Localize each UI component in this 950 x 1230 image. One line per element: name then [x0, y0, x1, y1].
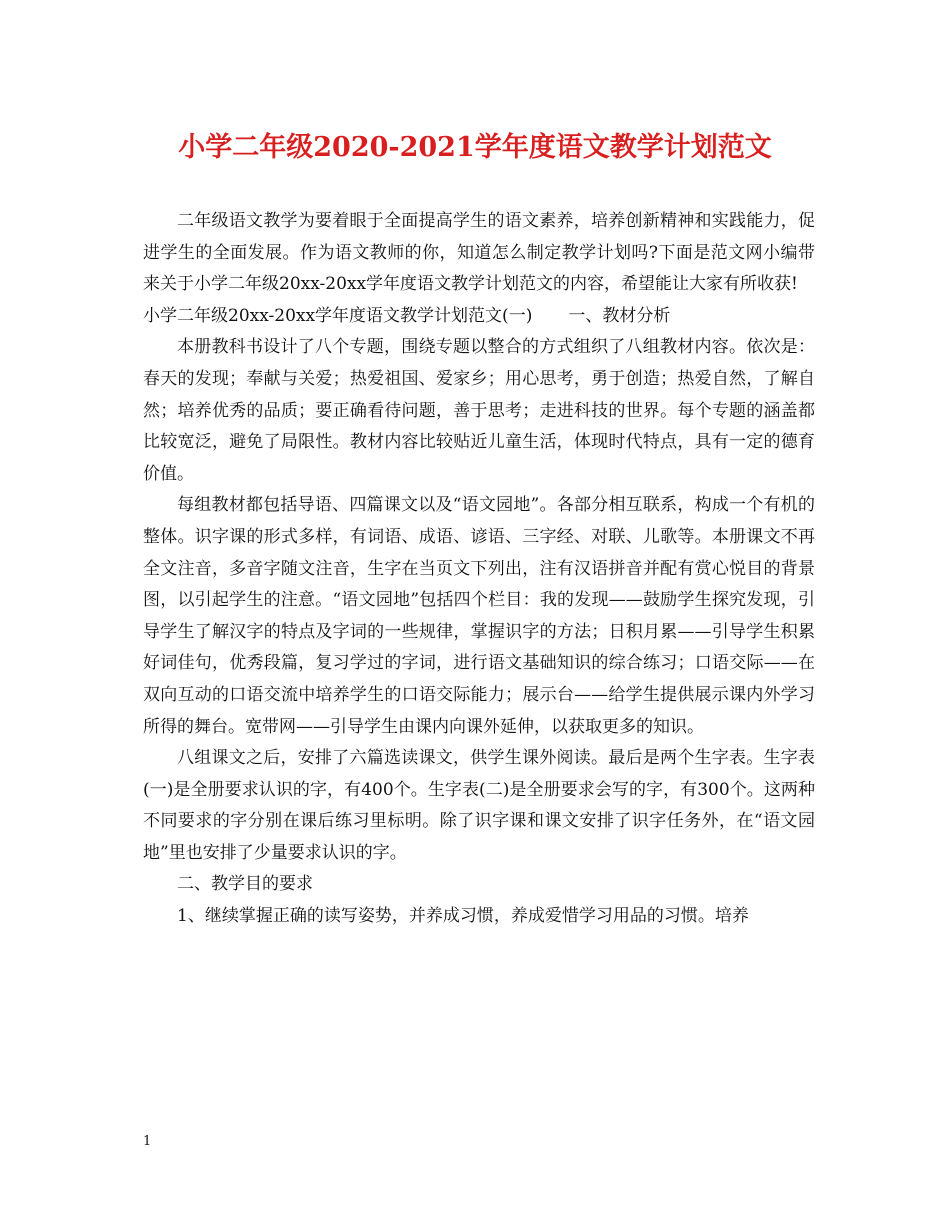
subtitle-line [143, 301, 815, 333]
section-heading-teaching-goals: 二、教学目的要求 [177, 874, 313, 895]
document-body [143, 206, 815, 933]
paragraph-topics: 本册教科书设计了八个专题，围绕专题以整合的方式组织了八组教材内容。依次是：春天的发现；奉献与关爱；热爱祖国、爱家乡；用心思考，勇于创造；热爱自然，了解自然；培养优秀的品质；要正确看待问题，善于思考；走进科技的世界。每个专题的涵盖都比较宽泛，避免了局限性。教材内容比较贴近儿童生活，体现时代特点，具有一定的德育价值。 [143, 337, 815, 484]
intro-paragraph: 二年级语文教学为要着眼于全面提高学生的语文素养，培养创新精神和实践能力，促进学生的全面发展。作为语文教师的你，知道怎么制定教学计划吗?下面是范文网小编带来关于小学二年级20xx-20xx学年度语文教学计划范文的内容，希望能让大家有所收获! [143, 211, 815, 295]
page-number: 1 [143, 1134, 152, 1149]
section-heading-textbook-analysis: 一、教材分析 [568, 305, 671, 326]
paragraph-goal-1: 1、继续掌握正确的读写姿势，并养成习惯，养成爱惜学习用品的习惯。培养 [177, 906, 749, 927]
document-title: 小学二年级2020-2021学年度语文教学计划范文 [178, 132, 772, 163]
plan-subtitle: 小学二年级20xx-20xx学年度语文教学计划范文(一) [143, 305, 533, 326]
paragraph-character-tables: 八组课文之后，安排了六篇选读课文，供学生课外阅读。最后是两个生字表。生字表 (一)是全册要求认识的字，有400个。生字表(二)是全册要求会写的字，有300个。这两种不同要求的字分别在课后练习里标明。除了识字课和课文安排了识字任务外，在“语文园地”里也安排了少量要求认识的字。 [143, 748, 815, 863]
paragraph-structure: 每组教材都包括导语、四篇课文以及“语文园地”。各部分相互联系，构成一个有机的整体。识字课的形式多样，有词语、成语、谚语、三字经、对联、儿歌等。本册课文不再全文注音，多音字随文注音，生字在当页文下列出，注有汉语拼音并配有赏心悦目的背景图，以引起学生的注意。“语文园地”包括四个栏目：我的发现——鼓励学生探究发现，引导学生了解汉字的特点及字词的一些规律，掌握识字的方法；日积月累——引导学生积累好词佳句，优秀段篇，复习学过的字词，进行语文基础知识的综合练习；口语交际——在双向互动的口语交流中培养学生的口语交际能力；展示台——给学生提供展示课内外学习所得的舞台。宽带网——引导学生由课内向课外延伸，以获取更多的知识。 [143, 495, 815, 737]
